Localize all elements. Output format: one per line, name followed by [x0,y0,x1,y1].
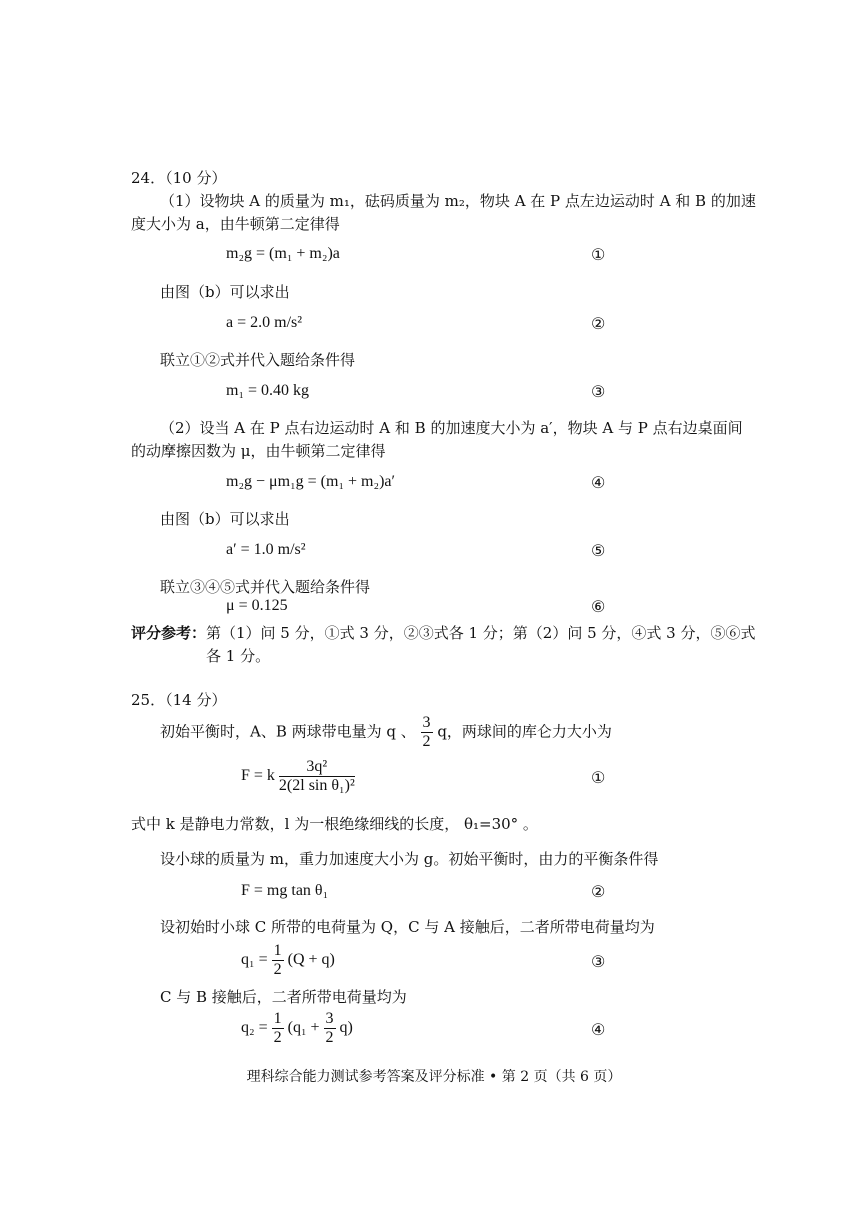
q25-equation-2-number: ② [591,882,606,901]
q24-para2-line1: （2）设当 A 在 P 点右边运动时 A 和 B 的加速度大小为 a′，物块 A 与 P 点右边桌面间 [160,419,743,437]
q24-equation-5-number: ⑤ [591,541,606,560]
q24-equation-2-number: ② [591,314,606,333]
q24-equation-4-number: ④ [591,473,606,492]
q24-score-label: 评分参考： [131,624,207,642]
page-footer: 理科综合能力测试参考答案及评分标准 • 第 2 页（共 6 页） [246,1069,622,1085]
q25-eq3-fraction [272,942,284,979]
q24-para1-line1: （1）设物块 A 的质量为 m₁，砝码质量为 m₂，物块 A 在 P 点左边运动时 A 和 B 的加速 [160,192,756,210]
fraction-numerator: 3q² [279,758,355,777]
q24-equation-4: m₂g − μm₁g = (m₁ + m₂)a′ [226,473,395,490]
fraction-denominator: 2 [273,961,282,978]
q25-equation-3 [241,942,335,979]
q25-line-1 [160,714,612,751]
q24-text-3: 联立①②式并代入题给条件得 [160,351,356,369]
q24-equation-2: a = 2.0 m/s² [226,314,303,331]
q25-eq1-left: F = k [241,767,275,785]
q25-eq3-left: q₁ = [241,951,268,969]
q25-equation-1 [241,758,355,795]
fraction-numerator: 3 [422,714,431,731]
q25-text-3: 设小球的质量为 m，重力加速度大小为 g。初始平衡时，由力的平衡条件得 [160,850,659,868]
q24-equation-3-number: ③ [591,382,606,401]
q25-fraction-3-2 [421,714,433,751]
q24-para2-line2: 的动摩擦因数为 μ，由牛顿第二定律得 [131,442,386,460]
q25-eq4-fraction-2 [324,1010,336,1047]
q24-score-line2: 各 1 分。 [206,647,271,665]
q25-text-5: C 与 B 接触后，二者所带电荷量均为 [160,988,407,1006]
fraction-denominator: 2 [422,733,431,750]
q24-equation-1-number: ① [591,245,606,264]
q24-equation-5: a′ = 1.0 m/s² [226,541,306,558]
q24-text-6: 联立③④⑤式并代入题给条件得 [160,578,371,596]
fraction-denominator: 2 [325,1029,334,1046]
q25-eq4-fraction-1 [272,1010,284,1047]
q24-score-line1: 第（1）问 5 分，①式 3 分，②③式各 1 分；第（2）问 5 分，④式 3 分，⑤⑥式 [206,624,756,642]
q25-text-4: 设初始时小球 C 所带的电荷量为 Q，C 与 A 接触后，二者所带电荷量均为 [160,918,655,936]
q24-text-5: 由图（b）可以求出 [160,510,290,528]
q25-text-2: 式中 k 是静电力常数，l 为一根绝缘细线的长度， θ₁=30° 。 [131,815,538,833]
q24-para1-line2: 度大小为 a，由牛顿第二定律得 [131,215,340,233]
q24-equation-3: m₁ = 0.40 kg [226,382,310,399]
q25-eq4-left: q₂ = [241,1019,268,1037]
q24-equation-6-number: ⑥ [591,597,606,616]
q25-equation-4-number: ④ [591,1020,606,1039]
fraction-denominator: 2(2l sin θ₁)² [278,777,355,794]
q25-eq1-fraction [279,758,355,795]
q25-equation-4 [241,1010,353,1047]
q24-text-2: 由图（b）可以求出 [160,283,290,301]
q24-equation-6: μ = 0.125 [226,597,288,614]
q25-heading: 25．（14 分） [131,691,227,709]
q25-eq4-mid: (q₁ + [287,1019,320,1037]
q25-eq4-right: q) [339,1019,353,1037]
q24-equation-1: m₂g = (m₁ + m₂)a [226,245,340,262]
q25-eq3-right: (Q + q) [287,951,335,969]
q25-text-1-after: q，两球间的库仑力大小为 [437,722,612,741]
fraction-numerator: 3 [325,1010,334,1027]
q25-equation-2: F = mg tan θ₁ [241,882,329,899]
fraction-numerator: 1 [273,942,282,959]
q25-equation-3-number: ③ [591,952,606,971]
q25-equation-1-number: ① [591,768,606,787]
q24-heading: 24．（10 分） [131,169,227,187]
fraction-numerator: 1 [273,1010,282,1027]
q25-text-1-before: 初始平衡时，A、B 两球带电量为 q 、 [160,722,416,741]
fraction-denominator: 2 [273,1029,282,1046]
